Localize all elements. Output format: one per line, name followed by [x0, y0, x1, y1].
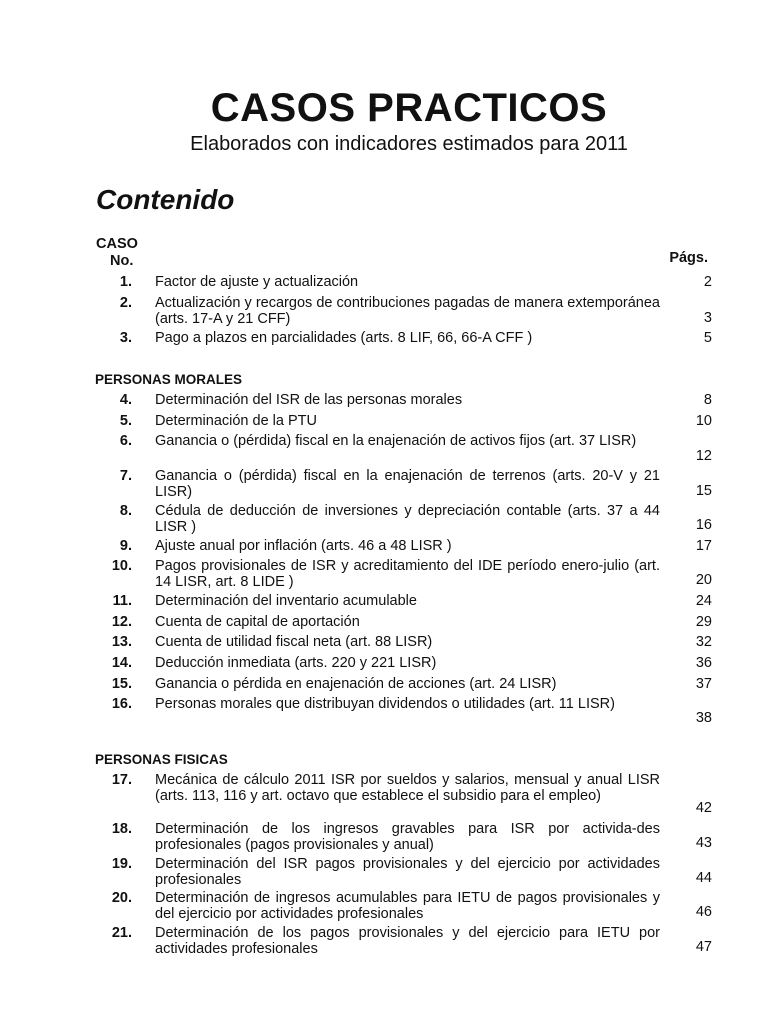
page-number: 42 — [695, 800, 712, 816]
case-number: 1. — [119, 274, 132, 290]
case-number: 3. — [119, 330, 132, 346]
case-number: 17. — [111, 772, 132, 788]
page-number: 10 — [695, 413, 712, 429]
case-description: Determinación de la PTU — [155, 413, 317, 429]
case-number: 15. — [111, 676, 132, 692]
case-number: 18. — [111, 821, 132, 837]
case-description: Determinación de los ingresos gravables para ISR por activida-des profesionales (pagos provisionales y anual) — [155, 821, 660, 853]
document-subtitle: Elaborados con indicadores estimados para 2011 — [190, 133, 628, 155]
page-number: 8 — [703, 392, 712, 408]
case-number: 12. — [111, 614, 132, 630]
case-description: Determinación del inventario acumulable — [155, 593, 417, 609]
case-number: 9. — [119, 538, 132, 554]
page-number: 3 — [703, 310, 712, 326]
case-description: Determinación de los pagos provisionales y del ejercicio para IETU por actividades profesionales — [155, 925, 660, 957]
page-number: 15 — [695, 483, 712, 499]
page-number: 16 — [695, 517, 712, 533]
pages-column-header: Págs. — [669, 250, 708, 266]
case-number: 5. — [119, 413, 132, 429]
case-description: Cédula de deducción de inversiones y depreciación contable (arts. 37 a 44 LISR ) — [155, 503, 660, 535]
page-number: 44 — [695, 870, 712, 886]
case-number: 7. — [119, 468, 132, 484]
page-number: 20 — [695, 572, 712, 588]
case-number: 4. — [119, 392, 132, 408]
case-description: Deducción inmediata (arts. 220 y 221 LISR) — [155, 655, 437, 671]
case-number: 8. — [119, 503, 132, 519]
case-description: Cuenta de utilidad fiscal neta (art. 88 LISR) — [155, 634, 433, 650]
section-heading-fisicas: PERSONAS FISICAS — [95, 752, 228, 767]
document-title: CASOS PRACTICOS — [210, 86, 608, 130]
case-description: Mecánica de cálculo 2011 ISR por sueldos y salarios, mensual y anual LISR (arts. 113, 116 y art. octavo que establece el subsidio para el empleo) — [155, 772, 660, 804]
case-number: 10. — [111, 558, 132, 574]
page-number: 47 — [695, 939, 712, 955]
page-number: 37 — [695, 676, 712, 692]
case-description: Ganancia o (pérdida) fiscal en la enajenación de activos fijos (art. 37 LISR) — [155, 433, 637, 449]
page-number: 2 — [703, 274, 712, 290]
page-number: 32 — [695, 634, 712, 650]
page-number: 38 — [695, 710, 712, 726]
case-number: 13. — [111, 634, 132, 650]
case-description: Ajuste anual por inflación (arts. 46 a 48 LISR ) — [155, 538, 452, 554]
case-description: Pagos provisionales de ISR y acreditamiento del IDE período enero-julio (art. 14 LISR, art. 8 LIDE ) — [155, 558, 660, 590]
case-description: Cuenta de capital de aportación — [155, 614, 360, 630]
case-description: Factor de ajuste y actualización — [155, 274, 359, 290]
case-description: Ganancia o (pérdida) fiscal en la enajenación de terrenos (arts. 20-V y 21 LISR) — [155, 468, 660, 500]
contents-heading: Contenido — [96, 184, 235, 215]
case-number: 20. — [111, 890, 132, 906]
case-number: 21. — [111, 925, 132, 941]
case-description: Ganancia o pérdida en enajenación de acciones (art. 24 LISR) — [155, 676, 557, 692]
case-description: Determinación de ingresos acumulables para IETU de pagos provisionales y del ejercicio por actividades profesionales — [155, 890, 660, 922]
page-number: 29 — [695, 614, 712, 630]
case-description: Actualización y recargos de contribuciones pagadas de manera extemporánea (arts. 17-A y 21 CFF) — [155, 295, 660, 327]
case-column-header: CASO — [96, 236, 138, 252]
section-heading-morales: PERSONAS MORALES — [95, 372, 243, 387]
case-number: 2. — [119, 295, 132, 311]
case-number: 19. — [111, 856, 132, 872]
page-number: 43 — [695, 835, 712, 851]
case-number: 14. — [111, 655, 132, 671]
page-number: 17 — [695, 538, 712, 554]
page-number: 24 — [695, 593, 712, 609]
case-number: 16. — [111, 696, 132, 712]
page-number: 36 — [695, 655, 712, 671]
case-description: Determinación del ISR de las personas morales — [155, 392, 463, 408]
case-description: Determinación del ISR pagos provisionales y del ejercicio por actividades profesionales — [155, 856, 660, 888]
page-number: 12 — [695, 448, 712, 464]
page-number: 46 — [695, 904, 712, 920]
case-number: 11. — [112, 593, 132, 609]
page-number: 5 — [703, 330, 712, 346]
case-number-column-header: No. — [110, 253, 134, 269]
case-number: 6. — [119, 433, 132, 449]
case-description: Personas morales que distribuyan dividendos o utilidades (art. 11 LISR) — [155, 696, 615, 712]
case-description: Pago a plazos en parcialidades (arts. 8 LIF, 66, 66-A CFF ) — [155, 330, 533, 346]
